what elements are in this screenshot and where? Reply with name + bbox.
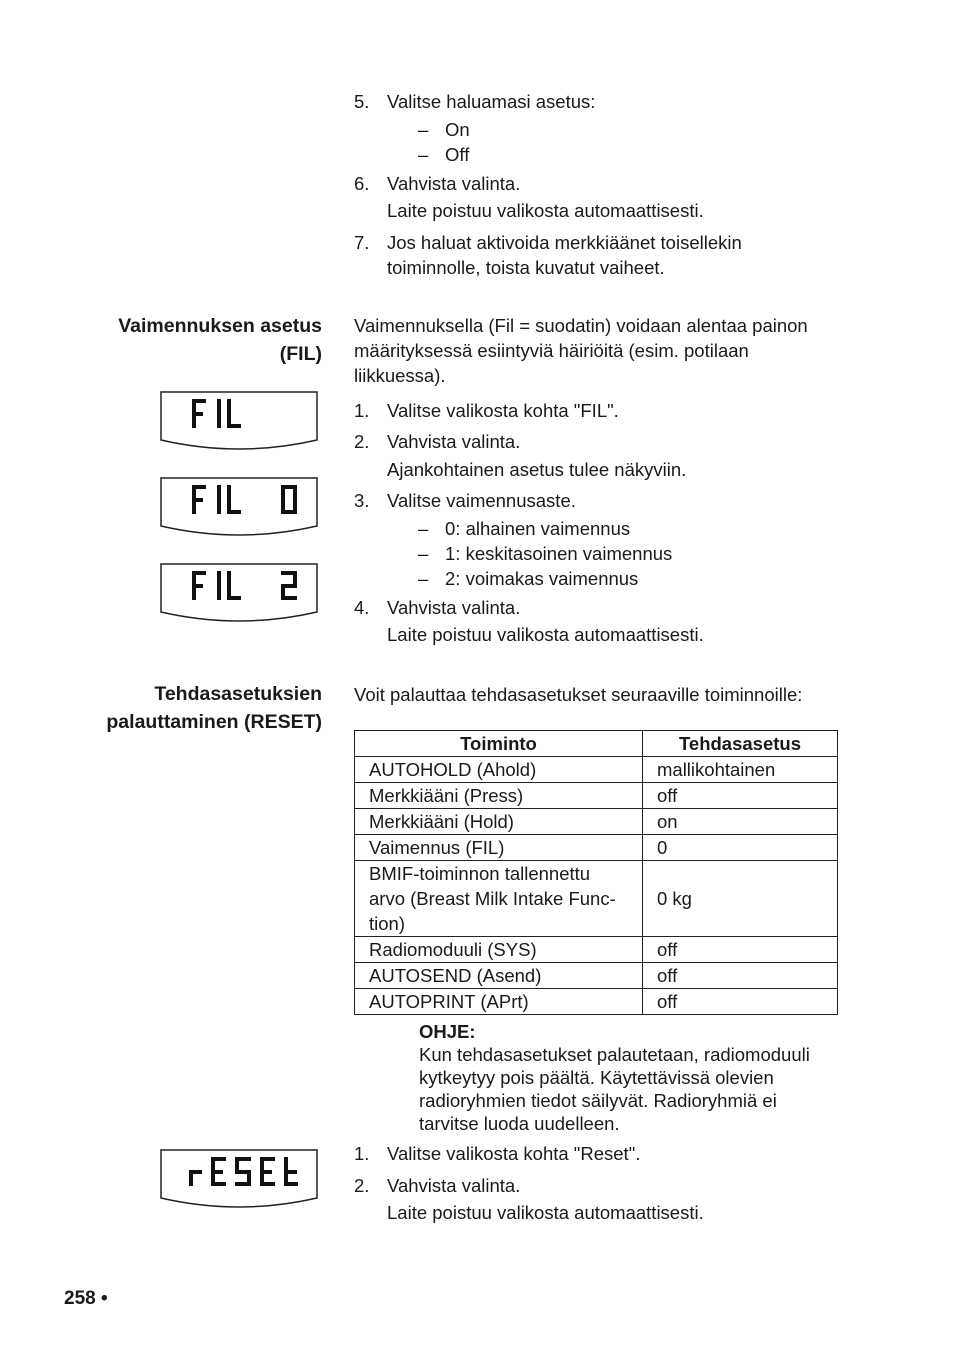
table-cell: Merkkiääni (Press)	[355, 783, 643, 809]
dash-bullet: –	[418, 568, 429, 589]
dash-bullet: –	[418, 144, 429, 165]
step-text: Valitse valikosta kohta "Reset".	[387, 1143, 641, 1164]
option-item	[418, 117, 470, 142]
level-text: 2: voimakas vaimennus	[445, 568, 639, 589]
note-line: Kun tehdasasetukset palautetaan, radiomoduuli	[419, 1044, 810, 1065]
table-row	[355, 963, 838, 989]
level-item	[418, 516, 630, 541]
table-row	[355, 809, 838, 835]
note-line: radioryhmien tiedot säilyvät. Radioryhmiä ei	[419, 1090, 777, 1111]
table-cell: off	[643, 989, 838, 1015]
heading-line: Vaimennuksen asetus	[118, 315, 322, 337]
table-cell: AUTOPRINT (APrt)	[355, 989, 643, 1015]
step-7	[354, 230, 854, 280]
step-5	[354, 89, 854, 114]
reset-step-2	[354, 1173, 854, 1225]
step-number: 5.	[354, 91, 370, 112]
step-text: Valitse vaimennusaste.	[387, 490, 576, 511]
step-number: 1.	[354, 1143, 370, 1164]
dash-bullet: –	[418, 119, 429, 140]
step-text: Vahvista valinta.	[387, 597, 521, 618]
intro-line: Vaimennuksella (Fil = suodatin) voidaan alentaa painon	[354, 315, 808, 336]
table-cell: 0	[643, 835, 838, 861]
page-number: 258 •	[64, 1288, 108, 1309]
fil-step-3	[354, 488, 854, 513]
table-cell: AUTOSEND (Asend)	[355, 963, 643, 989]
table-cell: off	[643, 937, 838, 963]
dash-bullet: –	[418, 543, 429, 564]
table-cell: Vaimennus (FIL)	[355, 835, 643, 861]
step-number: 3.	[354, 490, 370, 511]
table-row	[355, 757, 838, 783]
step-text: Vahvista valinta.	[387, 173, 521, 194]
fil-intro	[354, 313, 844, 388]
step-text: Vahvista valinta.	[387, 431, 521, 452]
table-row	[355, 861, 838, 937]
step-text: Laite poistuu valikosta automaattisesti.	[387, 624, 704, 645]
table-header-row	[355, 731, 838, 757]
step-number: 1.	[354, 400, 370, 421]
step-number: 2.	[354, 1175, 370, 1196]
note-line: tarvitse luoda uudelleen.	[419, 1113, 620, 1134]
option-item	[418, 142, 469, 167]
step-text: Laite poistuu valikosta automaattisesti.	[387, 200, 704, 221]
lcd-display-reset	[159, 1146, 319, 1212]
table-cell: 0 kg	[643, 861, 838, 937]
table-cell: Radiomoduuli (SYS)	[355, 937, 643, 963]
reset-intro: Voit palauttaa tehdasasetukset seuraaville toiminnoille:	[354, 684, 803, 705]
table-cell: mallikohtainen	[643, 757, 838, 783]
step-text: toiminnolle, toista kuvatut vaiheet.	[387, 257, 665, 278]
step-text: Valitse valikosta kohta "FIL".	[387, 400, 619, 421]
intro-line: liikkuessa).	[354, 365, 446, 386]
table-cell: AUTOHOLD (Ahold)	[355, 757, 643, 783]
intro-line: määrityksessä esiintyviä häiriöitä (esim. potilaan	[354, 340, 749, 361]
table-row	[355, 783, 838, 809]
table-row	[355, 989, 838, 1015]
step-number: 2.	[354, 431, 370, 452]
table-cell: on	[643, 809, 838, 835]
step-6	[354, 171, 854, 223]
level-item	[418, 541, 672, 566]
note-line: kytkeytyy pois päältä. Käytettävissä olevien	[419, 1067, 774, 1088]
option-text: On	[445, 119, 470, 140]
step-text: Ajankohtainen asetus tulee näkyviin.	[387, 459, 687, 480]
step-number: 4.	[354, 597, 370, 618]
fil-step-4	[354, 595, 854, 647]
step-text: Jos haluat aktivoida merkkiäänet toisellekin	[387, 232, 742, 253]
heading-line: (FIL)	[279, 343, 322, 365]
table-cell: BMIF-toiminnon tallennettu arvo (Breast Milk Intake Func- tion)	[355, 861, 643, 937]
note-box	[419, 1020, 849, 1135]
level-text: 0: alhainen vaimennus	[445, 518, 631, 539]
column-header: Tehdasasetus	[643, 731, 838, 757]
lcd-display-fil-0	[159, 474, 319, 540]
table-cell: off	[643, 783, 838, 809]
heading-line: Tehdasasetuksien	[154, 683, 322, 705]
table-cell: Merkkiääni (Hold)	[355, 809, 643, 835]
heading-line: palauttaminen (RESET)	[106, 711, 322, 733]
table-row	[355, 835, 838, 861]
table-cell: off	[643, 963, 838, 989]
step-text: Vahvista valinta.	[387, 1175, 521, 1196]
lcd-display-fil	[159, 388, 319, 454]
step-number: 7.	[354, 232, 370, 253]
dash-bullet: –	[418, 518, 429, 539]
level-text: 1: keskitasoinen vaimennus	[445, 543, 673, 564]
fil-step-1	[354, 398, 854, 423]
column-header: Toiminto	[355, 731, 643, 757]
step-number: 6.	[354, 173, 370, 194]
lcd-display-fil-2	[159, 560, 319, 626]
note-label: OHJE:	[419, 1021, 476, 1042]
step-text: Laite poistuu valikosta automaattisesti.	[387, 1202, 704, 1223]
step-text: Valitse haluamasi asetus:	[387, 91, 596, 112]
section-heading-fil	[22, 312, 322, 368]
table-row	[355, 937, 838, 963]
reset-step-1	[354, 1141, 854, 1166]
fil-step-2	[354, 429, 854, 482]
level-item	[418, 566, 638, 591]
option-text: Off	[445, 144, 470, 165]
factory-settings-table	[354, 730, 838, 1015]
section-heading-reset	[22, 680, 322, 736]
